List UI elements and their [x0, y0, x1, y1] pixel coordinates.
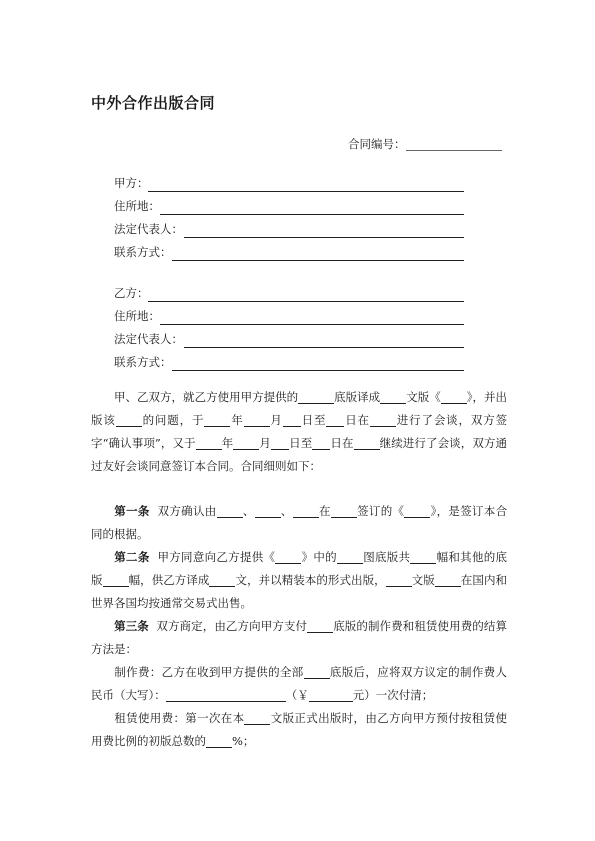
- blank: [204, 413, 230, 427]
- intro-text: 日至: [300, 413, 327, 427]
- intro-text: 的问题，于: [141, 413, 205, 427]
- party-b-name-blank: [148, 301, 464, 302]
- blank: [233, 436, 259, 450]
- blank: [304, 665, 330, 679]
- fee-text: 底版后，应将双方议定的制作费人民币（大写）：: [91, 665, 507, 702]
- party-a-contact-line: [114, 244, 464, 267]
- blank: [326, 413, 344, 427]
- article-text: 文版: [411, 573, 435, 587]
- article-1: [91, 500, 507, 546]
- article-text: 在: [318, 504, 331, 518]
- party-b-contact-blank: [172, 370, 464, 371]
- party-b-rep-label: 法定代表人：: [114, 332, 183, 346]
- blank: [217, 504, 243, 518]
- party-a-rep-blank: [184, 237, 464, 238]
- article-1-label: 第一条: [114, 504, 150, 518]
- party-a-name-blank: [148, 191, 464, 192]
- party-a-rep-label: 法定代表人：: [114, 222, 183, 236]
- rental-fee-paragraph: [91, 707, 507, 753]
- article-text: 文，并以精装本的形式出版，: [235, 573, 386, 587]
- blank: [166, 688, 286, 702]
- article-text: 底版的制作费和租赁使用费的结算方法是：: [91, 619, 507, 656]
- blank: [283, 413, 301, 427]
- article-text: 》中的: [301, 550, 337, 564]
- article-text: 》，是签订本合同的根据。: [91, 504, 508, 541]
- party-a-rep-line: [114, 221, 464, 244]
- blank: [116, 413, 142, 427]
- blank: [380, 390, 406, 404]
- blank: [386, 573, 412, 587]
- blank: [244, 711, 270, 725]
- party-a-address-line: [114, 198, 464, 221]
- blank: [293, 504, 319, 518]
- article-text: 幅和其他的底版: [91, 550, 508, 587]
- fee-text: 文版正式出版时，由乙方向甲方预付按租赁使用费比例的初版总数的: [91, 711, 507, 748]
- party-a-name-label: 甲方：: [114, 176, 149, 190]
- intro-text: 底版译成: [334, 390, 381, 404]
- party-b-name-label: 乙方：: [114, 286, 149, 300]
- party-b-name-line: [114, 285, 464, 308]
- party-b-rep-blank: [184, 347, 464, 348]
- blank: [404, 504, 430, 518]
- intro-text: 继续进行了会谈，双方通过友好会谈同意签订本合同。合同细则如下：: [91, 436, 508, 473]
- blank: [307, 619, 333, 633]
- party-a-address-blank: [160, 214, 464, 215]
- article-text: 幅，供乙方译成: [128, 573, 210, 587]
- document-title: 中外合作出版合同: [91, 94, 216, 112]
- contract-number-blank: [406, 138, 502, 151]
- party-a-contact-label: 联系方式：: [114, 245, 172, 259]
- intro-text: 月: [259, 436, 272, 450]
- intro-text: 年: [221, 436, 234, 450]
- blank: [441, 390, 467, 404]
- blank: [435, 573, 461, 587]
- blank: [255, 504, 281, 518]
- production-fee-paragraph: [91, 661, 507, 707]
- contract-number-label: 合同编号：: [348, 137, 406, 151]
- blank: [206, 734, 232, 748]
- intro-text: 日在: [344, 413, 370, 427]
- contract-number-field: [348, 136, 502, 152]
- party-b-contact-label: 联系方式：: [114, 355, 172, 369]
- intro-paragraph: [91, 386, 507, 478]
- party-a-contact-blank: [172, 260, 464, 261]
- party-a-block: [114, 175, 464, 267]
- party-b-contact-line: [114, 354, 464, 377]
- blank: [370, 413, 396, 427]
- article-text: 双方确认由: [157, 504, 217, 518]
- blank: [298, 390, 334, 404]
- party-a-address-label: 住所地：: [114, 199, 160, 213]
- blank: [209, 573, 235, 587]
- article-2: [91, 546, 507, 615]
- intro-text: 文版《: [406, 390, 441, 404]
- fee-text: 元）一次付清；: [352, 688, 434, 702]
- article-text: 甲方同意向乙方提供《: [157, 550, 276, 564]
- intro-text: 月: [269, 413, 283, 427]
- intro-text: 进行了会谈，双方签字“确认事项”，又于: [91, 413, 508, 450]
- article-text: 在国内和世界各国均按通常交易式出售。: [91, 573, 508, 610]
- blank: [275, 550, 301, 564]
- article-2-label: 第二条: [114, 550, 150, 564]
- fee-text: %；: [232, 734, 255, 748]
- article-3: [91, 615, 507, 661]
- party-b-block: [114, 285, 464, 377]
- article-text: 、: [280, 504, 293, 518]
- fee-text: （￥: [285, 688, 309, 702]
- party-a-name-line: [114, 175, 464, 198]
- article-text: 签订的《: [356, 504, 405, 518]
- blank: [244, 413, 270, 427]
- blank: [410, 550, 436, 564]
- intro-text: 日至: [289, 436, 313, 450]
- article-text: 、: [242, 504, 255, 518]
- party-b-address-blank: [160, 324, 464, 325]
- intro-text: 》，并出版该: [91, 390, 508, 427]
- party-b-address-label: 住所地：: [114, 309, 160, 323]
- party-b-address-line: [114, 308, 464, 331]
- intro-text: 年: [230, 413, 244, 427]
- fee-text: 租赁使用费：第一次在本: [114, 711, 245, 725]
- article-text: 双方商定，由乙方向甲方支付: [156, 619, 308, 633]
- blank: [354, 436, 380, 450]
- party-b-rep-line: [114, 331, 464, 354]
- blank: [196, 436, 222, 450]
- blank: [103, 573, 129, 587]
- blank: [271, 436, 289, 450]
- blank: [337, 550, 363, 564]
- blank: [331, 504, 357, 518]
- intro-text: 日在: [330, 436, 354, 450]
- blank: [309, 688, 353, 702]
- article-text: 图底版共: [362, 550, 411, 564]
- fee-text: 制作费：乙方在收到甲方提供的全部: [114, 665, 304, 679]
- article-3-label: 第三条: [114, 619, 149, 633]
- intro-text: 甲、乙双方，就乙方使用甲方提供的: [114, 390, 299, 404]
- blank: [312, 436, 330, 450]
